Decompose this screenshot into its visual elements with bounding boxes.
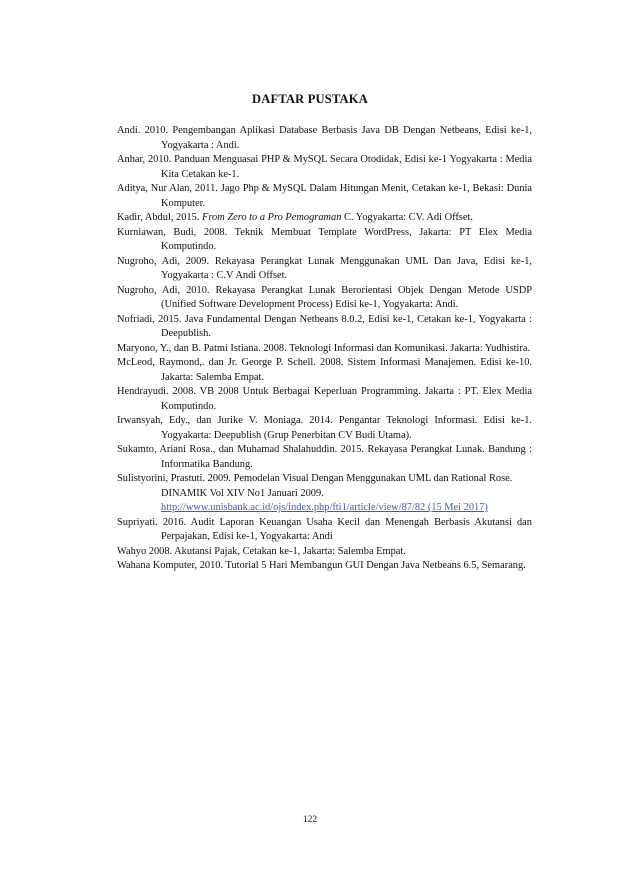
reference-item: Aditya, Nur Alan, 2011. Jago Php & MySQL Dalam Hitungan Menit, Cetakan ke-1, Bekasi: Dunia Komputer. [117, 183, 532, 209]
reference-item: McLeod, Raymond,. dan Jr. George P. Schell. 2008. Sistem Informasi Manajemen. Edisi ke-10. Jakarta: Salemba Empat. [117, 357, 532, 383]
reference-item: Maryono, Y., dan B. Patmi Istiana. 2008. Teknologi Informasi dan Komunikasi. Jakarta: Yudhistira. [117, 342, 531, 354]
reference-item [117, 472, 532, 516]
reference-list [117, 124, 532, 574]
reference-item: Supriyati. 2016. Audit Laporan Keuangan Usaha Kecil dan Menengah Berbasis Akutansi dan Perpajakan, Edisi ke-1, Yogyakarta: Andi [117, 516, 532, 542]
reference-italic-title: From Zero to a Pro Pemograman [202, 212, 342, 223]
reference-item: Irwansyah, Edy., dan Jurike V. Moniaga. 2014. Pengantar Teknologi Informasi. Edisi ke-1. Yogyakarta: Deepublish (Grup Penerbitan CV Budi Utama). [117, 415, 532, 441]
reference-item: Wahana Komputer, 2010. Tutorial 5 Hari Membangun GUI Dengan Java Netbeans 6.5, Semarang. [117, 560, 526, 571]
reference-item: Nugroho, Adi, 2009. Rekayasa Perangkat Lunak Menggunakan UML Dan Java, Edisi ke-1, Yogyakarta : C.V Andi Offset. [117, 255, 532, 281]
reference-item: Nofriadi, 2015. Java Fundamental Dengan Netbeans 8.0.2, Edisi ke-1, Cetakan ke-1, Yogyakarta : Deepublish. [117, 313, 532, 339]
reference-item: Kurniawan, Budi, 2008. Teknik Membuat Template WordPress, Jakarta: PT Elex Media Komputindo. [117, 226, 532, 252]
reference-text: Kadir, Abdul, 2015. [117, 212, 203, 223]
reference-text: Sulistyorini, Prastuti. 2009. Pemodelan Visual Dengan Menggunakan UML dan Rational Rose. [117, 473, 513, 484]
reference-item: Andi. 2010. Pengembangan Aplikasi Database Berbasis Java DB Dengan Netbeans, Edisi ke-1, Yogyakarta : Andi. [117, 125, 532, 151]
reference-item: Wahyo 2008. Akutansi Pajak, Cetakan ke-1, Jakarta: Salemba Empat. [117, 545, 406, 557]
page-number: 122 [302, 815, 318, 825]
reference-item [117, 211, 532, 226]
reference-item: Hendrayudi. 2008. VB 2008 Untuk Berbagai Keperluan Programming. Jakarta : PT. Elex Media Komputindo. [117, 386, 532, 412]
reference-text: C. Yogyakarta: CV. Adi Offset. [341, 212, 473, 223]
page-title: DAFTAR PUSTAKA [252, 92, 368, 106]
reference-link[interactable]: http://www.unisbank.ac.id/ojs/index.php/fti1/article/view/87/82 (15 Mei 2017) [161, 502, 488, 513]
reference-item: Anhar, 2010. Panduan Menguasai PHP & MySQL Secara Otodidak, Edisi ke-1 Yogyakarta : Media Kita Cetakan ke-1. [117, 154, 532, 180]
reference-item: Nugroho, Adi, 2010. Rekayasa Perangkat Lunak Berorientasi Objek Dengan Metode USDP (Unified Software Development Process) Edisi ke-1, Yogyakarta: Andi. [117, 284, 532, 310]
reference-item: Sukamto, Ariani Rosa., dan Muhamad Shalahuddin. 2015. Rekayasa Perangkat Lunak. Bandung : Informatika Bandung. [117, 444, 532, 470]
reference-journal: DINAMIK Vol XIV No1 Januari 2009. [161, 487, 324, 499]
